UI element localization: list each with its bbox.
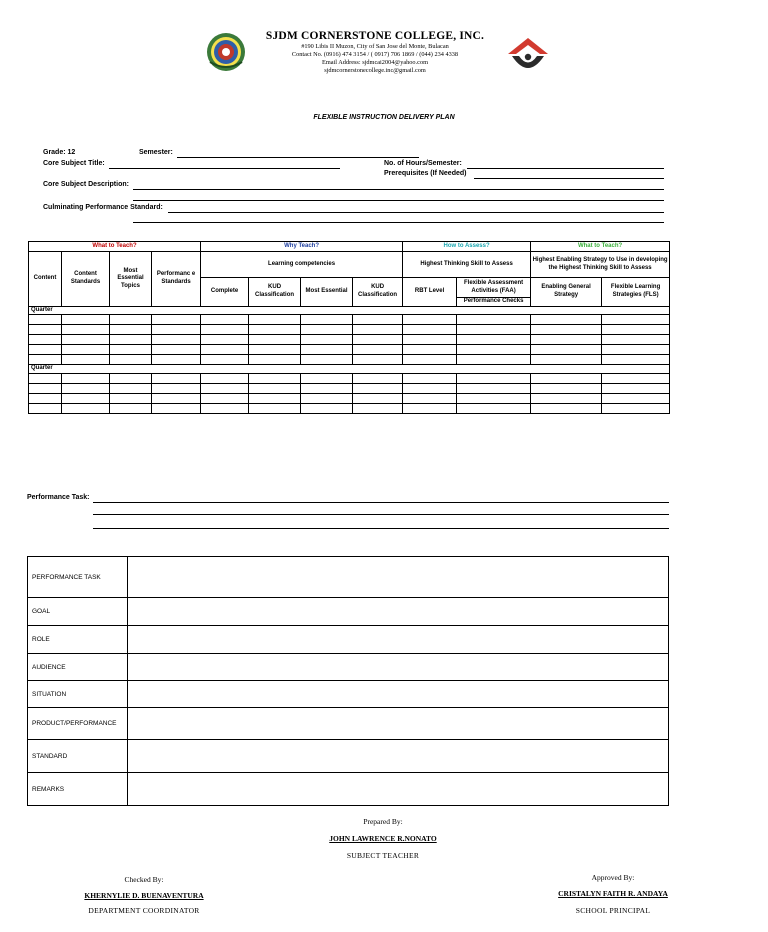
prepared-by-title: SUBJECT TEACHER — [346, 851, 420, 860]
grasps-label: STANDARD — [28, 740, 128, 773]
college-email: Email Address: sjdmcai2004@yahoo.com — [321, 59, 428, 66]
semester-label: Semester: — [139, 149, 173, 156]
table-row — [29, 345, 670, 355]
culminating-line-2[interactable] — [133, 222, 664, 223]
core-subject-title-line[interactable] — [109, 168, 340, 169]
prerequisites-line[interactable] — [474, 178, 664, 179]
college-contact: Contact No. (0916) 474 3154 / ( 0917) 706 1869 / (044) 234 4338 — [291, 51, 459, 58]
performance-task-line-2[interactable] — [93, 514, 669, 515]
grasps-cell[interactable] — [128, 740, 669, 773]
col-performance-checks: Performance Checks — [457, 298, 531, 307]
performance-task-label: Performance Task: — [27, 494, 90, 501]
col-highest-enabling-strategy: Highest Enabling Strategy to Use in developing the Highest Thinking Skill to Assess — [531, 252, 670, 278]
table-row — [28, 598, 669, 626]
core-subject-description-label: Core Subject Description: — [43, 181, 129, 188]
col-performance-standards: Performanc e Standards — [152, 252, 201, 307]
table-row — [29, 373, 670, 383]
approved-by-label: Approved By: — [591, 873, 635, 882]
hours-line[interactable] — [467, 168, 664, 169]
group-why-teach: Why Teach? — [201, 242, 403, 252]
delivery-plan-table — [28, 241, 670, 414]
grasps-cell[interactable] — [128, 654, 669, 681]
grasps-label: REMARKS — [28, 773, 128, 806]
description-line-1[interactable] — [133, 189, 664, 190]
col-content-standards: Content Standards — [62, 252, 110, 307]
grasps-cell[interactable] — [128, 626, 669, 654]
cornerstone-logo — [506, 36, 550, 76]
quarter-label: Quarter — [29, 306, 670, 315]
group-what-to-teach-2: What to Teach? — [531, 242, 670, 252]
grasps-label: SITUATION — [28, 681, 128, 708]
grasps-cell[interactable] — [128, 708, 669, 740]
checked-by-title: DEPARTMENT COORDINATOR — [88, 906, 200, 915]
table-row — [29, 335, 670, 345]
group-how-to-assess: How to Assess? — [403, 242, 531, 252]
quarter-label: Quarter — [29, 365, 670, 374]
college-address: #190 Libis II Muzon, City of San Jose del Monte, Bulacan — [301, 43, 449, 50]
grasps-label: GOAL — [28, 598, 128, 626]
table-row — [29, 315, 670, 325]
culminating-standard-label: Culminating Performance Standard: — [43, 204, 163, 211]
col-learning-competencies: Learning competencies — [201, 252, 403, 278]
table-row — [28, 708, 669, 740]
approved-by-name: CRISTALYN FAITH R. ANDAYA — [558, 889, 668, 898]
table-row — [29, 355, 670, 365]
prepared-by-name: JOHN LAWRENCE R.NONATO — [329, 834, 437, 843]
col-most-essential-topics: Most Essential Topics — [110, 252, 152, 307]
culminating-line-1[interactable] — [168, 212, 664, 213]
prepared-by-label: Prepared By: — [363, 817, 403, 826]
table-row — [29, 393, 670, 403]
grasps-cell[interactable] — [128, 773, 669, 806]
grasps-label: PERFORMANCE TASK — [28, 557, 128, 598]
grasps-cell[interactable] — [128, 681, 669, 708]
semester-line[interactable] — [177, 157, 419, 158]
checked-by-label: Checked By: — [124, 875, 164, 884]
col-enabling-general-strategy: Enabling General Strategy — [531, 278, 602, 307]
table-row — [28, 654, 669, 681]
college-name: SJDM CORNERSTONE COLLEGE, INC. — [265, 30, 485, 42]
col-content: Content — [29, 252, 62, 307]
document-title: FLEXIBLE INSTRUCTION DELIVERY PLAN — [313, 114, 455, 121]
col-fls: Flexible Learning Strategies (FLS) — [602, 278, 670, 307]
group-what-to-teach: What to Teach? — [29, 242, 201, 252]
table-row — [28, 681, 669, 708]
grasps-label: AUDIENCE — [28, 654, 128, 681]
col-kud-classification: KUD Classification — [249, 278, 301, 307]
table-row — [28, 557, 669, 598]
grasps-cell[interactable] — [128, 557, 669, 598]
grasps-label: ROLE — [28, 626, 128, 654]
grade-label: Grade: 12 — [43, 149, 76, 156]
table-row — [28, 740, 669, 773]
performance-task-line-1[interactable] — [93, 502, 669, 503]
college-website: sjdmcornerstonecollege.inc@gmail.com — [324, 67, 426, 74]
grasps-cell[interactable] — [128, 598, 669, 626]
table-row — [29, 325, 670, 335]
table-row — [29, 403, 670, 413]
prerequisites-label: Prerequisites (If Needed) — [384, 170, 467, 177]
description-line-2[interactable] — [133, 200, 664, 201]
col-most-essential: Most Essential — [301, 278, 353, 307]
grasps-label: PRODUCT/PERFORMANCE — [28, 708, 128, 740]
table-row — [29, 383, 670, 393]
table-row — [28, 773, 669, 806]
performance-task-line-3[interactable] — [93, 528, 669, 529]
approved-by-title: SCHOOL PRINCIPAL — [575, 906, 651, 915]
grasps-table — [27, 556, 669, 806]
col-rbt-level: RBT Level — [403, 278, 457, 307]
hours-label: No. of Hours/Semester: — [384, 160, 462, 167]
col-faa: Flexible Assessment Activities (FAA) — [457, 278, 531, 298]
table-row — [28, 626, 669, 654]
col-highest-thinking-skill: Highest Thinking Skill to Assess — [403, 252, 531, 278]
core-subject-title-label: Core Subject Title: — [43, 160, 105, 167]
col-kud-classification-2: KUD Classification — [353, 278, 403, 307]
col-complete: Complete — [201, 278, 249, 307]
checked-by-name: KHERNYLIE D. BUENAVENTURA — [84, 891, 204, 900]
